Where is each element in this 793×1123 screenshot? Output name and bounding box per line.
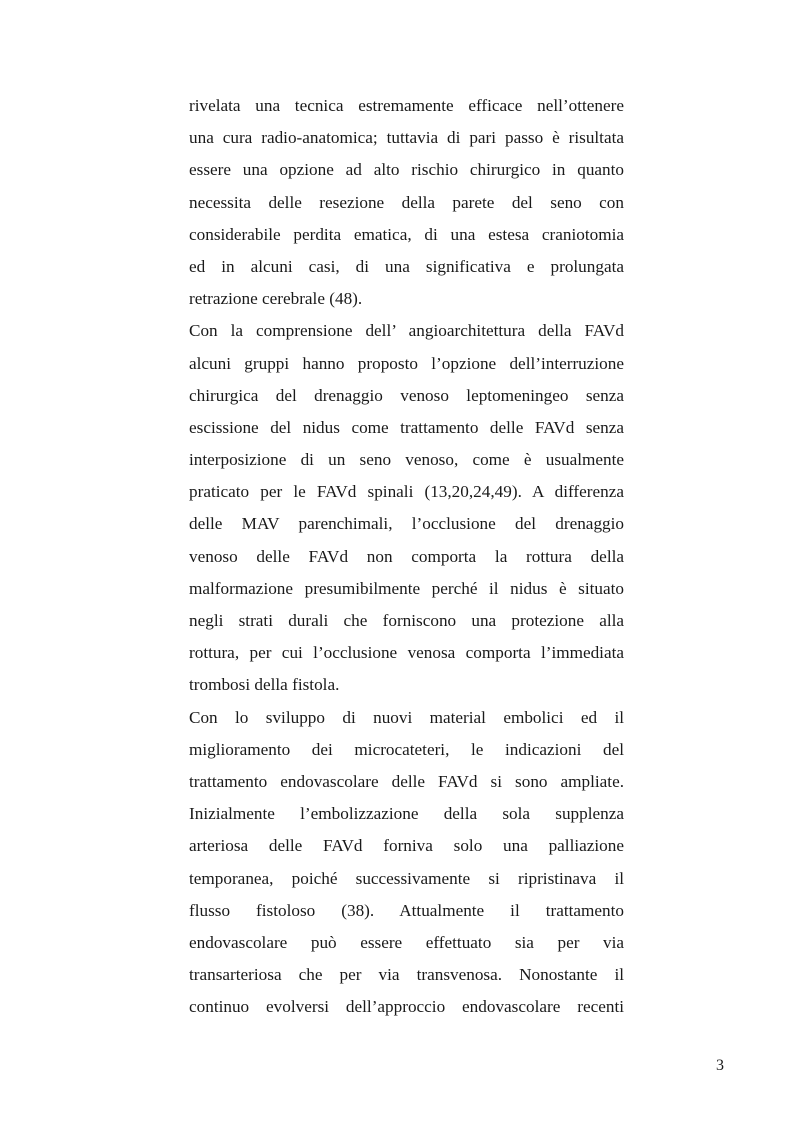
text-line: retrazione cerebrale (48). [189,289,363,309]
text-line: Con la comprensione dell’ angioarchitettura della FAVd [189,321,624,341]
text-line: rivelata una tecnica estremamente efficace nell’ottenere [189,96,624,115]
text-line: delle MAV parenchimali, l’occlusione del drenaggio [189,514,624,534]
text-line: flusso fistoloso (38). Attualmente il trattamento [189,900,624,920]
paragraph-3 [189,702,624,1024]
text-line: Con lo sviluppo di nuovi material embolici ed il [189,707,624,727]
text-line: escissione del nidus come trattamento delle FAVd senza [189,417,624,437]
text-line: praticato per le FAVd spinali (13,20,24,49). A differenza [189,482,624,502]
paragraph-2 [189,315,624,701]
text-line: ed in alcuni casi, di una significativa e prolungata [189,256,624,276]
body-text [189,90,624,1023]
text-line: Inizialmente l’embolizzazione della sola supplenza [189,804,624,824]
text-line: una cura radio-anatomica; tuttavia di pari passo è risultata [189,128,624,148]
text-line: transarteriosa che per via transvenosa. Nonostante il [189,965,624,985]
text-line: trombosi della fistola. [189,675,340,695]
text-line: arteriosa delle FAVd forniva solo una palliazione [189,836,624,856]
text-line: necessita delle resezione della parete del seno con [189,192,624,212]
text-line: alcuni gruppi hanno proposto l’opzione dell’interruzione [189,353,624,373]
text-line: malformazione presumibilmente perché il nidus è situato [189,578,624,598]
text-line: interposizione di un seno venoso, come è usualmente [189,450,624,470]
text-line: chirurgica del drenaggio venoso leptomeningeo senza [189,385,624,405]
text-line: endovascolare può essere effettuato sia per via [189,932,624,952]
text-line: considerabile perdita ematica, di una estesa craniotomia [189,224,624,244]
paragraph-1 [189,90,624,315]
text-line: essere una opzione ad alto rischio chirurgico in quanto [189,160,624,180]
page-number: 3 [716,1057,724,1074]
text-line: trattamento endovascolare delle FAVd si sono ampliate. [189,771,624,791]
text-line: negli strati durali che forniscono una protezione alla [189,611,624,630]
text-line: rottura, per cui l’occlusione venosa comporta l’immediata [189,643,624,663]
text-line: continuo evolversi dell’approccio endovascolare recenti [189,997,624,1017]
text-line: venoso delle FAVd non comporta la rottura della [189,546,624,566]
text-line: miglioramento dei microcateteri, le indicazioni del [189,739,624,759]
text-line: temporanea, poiché successivamente si ripristinava il [189,868,624,888]
